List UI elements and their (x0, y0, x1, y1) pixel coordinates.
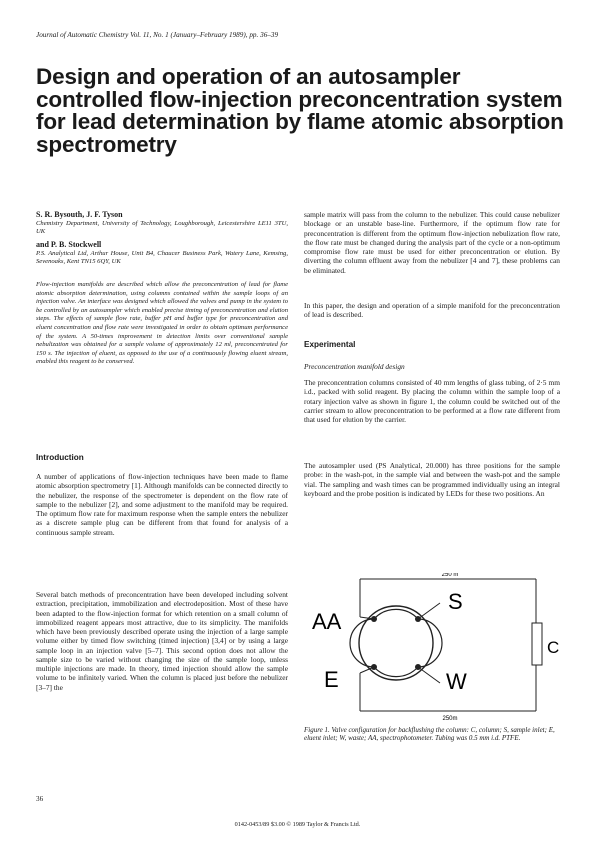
figure-caption: Figure 1. Valve configuration for backflushing the column: C, column; S, sample inlet; E, eluent inlet; W, waste; AA, spectrophotometer. Tubing was 0.5 mm i.d. PTFE. (304, 726, 555, 743)
manifold-design-subheading: Preconcentration manifold design (304, 362, 405, 371)
author-affiliation-1: Chemistry Department, University of Technology, Loughborough, Leicestershire LE11 3TU, UK (36, 220, 288, 236)
intro-continued-paragraph: sample matrix will pass from the column to the nebulizer. This could cause nebulizer blockage or an unstable base-line. Furthermore, if the optimum flow rate for preconcentration is different from the optimum flow-injection nebulization flow rate, the flow rate must be changed during the analysis part of the cycle or a non-optimum compromise flow rate must be used for either preconcentration or elution. By diverting the column effluent away from the nebulizer [4 and 7], these problems can be eliminated. (304, 210, 560, 275)
journal-citation: Journal of Automatic Chemistry Vol. 11, No. 1 (January–February 1989), pp. 36–39 (36, 31, 279, 39)
top-length-label: 250 m (441, 573, 459, 578)
copyright-footer: 0142-0453/89 $3.00 © 1989 Taylor & Francis Ltd. (234, 821, 361, 828)
article-title: Design and operation of an autosampler controlled flow-injection preconcentration system for lead determination by flame atomic absorption spectrometry (36, 64, 564, 157)
author-affiliation-2: P.S. Analytical Ltd, Arthur House, Unit B4, Chaucer Business Park, Watery Lane, Kemsing, Sevenoaks, Kent TN15 6QY, UK (36, 249, 288, 266)
w-label: W (446, 669, 467, 694)
sample-inlet-line (418, 603, 440, 619)
author-names-1: S. R. Bysouth, J. F. Tyson (36, 210, 123, 219)
bottom-length-label: 250m (442, 716, 458, 722)
experimental-paragraph-2: The autosampler used (PS Analytical, 20.000) has three positions for the sample probe: in the wash-pot, in the sample vial and between the wash-pot and the sample vial. The sampling and wash times can be programmed individually using an integral keyboard and the probe position is indicated by LEDs for these two positions. An (304, 461, 560, 498)
column-c-label: C (547, 638, 560, 657)
experimental-heading: Experimental (304, 340, 356, 349)
s-label: S (448, 589, 463, 614)
aa-label: AA (312, 609, 342, 634)
column-c (532, 623, 542, 665)
introduction-paragraph-1: A number of applications of flow-injection techniques have been made to flame atomic absorption spectrometry [1]. Although manifolds can be connected directly to the nebulizer, the response of the spectrometer is dependent on the flow rate of sample to the nebulizer [2], and some adjustment to the manifold may be required. The optimum flow rate for maximum response when the sample enters the nebulizer as a discrete sample plug can be different from that found for analysis of a continuous sample stream. (36, 472, 288, 537)
waste-line (418, 667, 440, 683)
e-label: E (324, 667, 339, 692)
introduction-heading: Introduction (36, 453, 84, 462)
author-block (36, 210, 288, 266)
valve-configuration-figure (304, 573, 564, 723)
experimental-paragraph-1: The preconcentration columns consisted of 40 mm lengths of glass tubing, of 2·5 mm i.d., packed with solid reagent. By placing the column within the sample loop of a rotary injection valve as shown in figure 1, the column could be switched out of the carrier stream to allow preconcentration to be performed at a flow rate different from that used for elution by the carrier. (304, 378, 560, 424)
abstract: Flow-injection manifolds are described which allow the preconcentration of lead for flame atomic absorption determination, using columns contained within the sample loops of an injection valve. An interface was designed which allowed the valves and pump in the system to be controlled by an autosampler which enabled precise timing of preconcentration and elution steps. The effects of sample flow rate, buffer pH and buffer type for preconcentration and eluent concentration and flow rate were investigated in order to obtain optimum performance of the system. A 50-times improvement in detection limits over conventional sample nebulization was obtained for a sample volume of approximately 12 ml, preconcentrated for 150 s. The injection of eluent, as opposed to the use of a continuously flowing eluent stream, enabled this reagent to be conserved. (36, 281, 288, 366)
intro-aim-paragraph: In this paper, the design and operation of a simple manifold for the preconcentration of lead is described. (304, 301, 560, 320)
introduction-paragraph-2: Several batch methods of preconcentration have been developed including solvent extraction, precipitation, immobilization and electrodeposition. Most of these have been adapted to the flow-injection format for which retention on a small column of immobilized reagent appears most attractive, due to its simplicity. The manifolds which have been previously described operate using the injection of a large sample volume either by timed flow switching (timed injection) [3,4] or by using a large sample loop in an injection valve [5–7]. This second option does not allow the sample size to be varied without changing the size of the sample loop, unless multiple injections are made. In theory, timed injection should allow the sample volume to be infinitely varied. When the column is placed just before the nebulizer [3–7] the (36, 590, 288, 692)
page-number: 36 (36, 795, 44, 803)
author-names-2: and P. B. Stockwell (36, 239, 102, 249)
